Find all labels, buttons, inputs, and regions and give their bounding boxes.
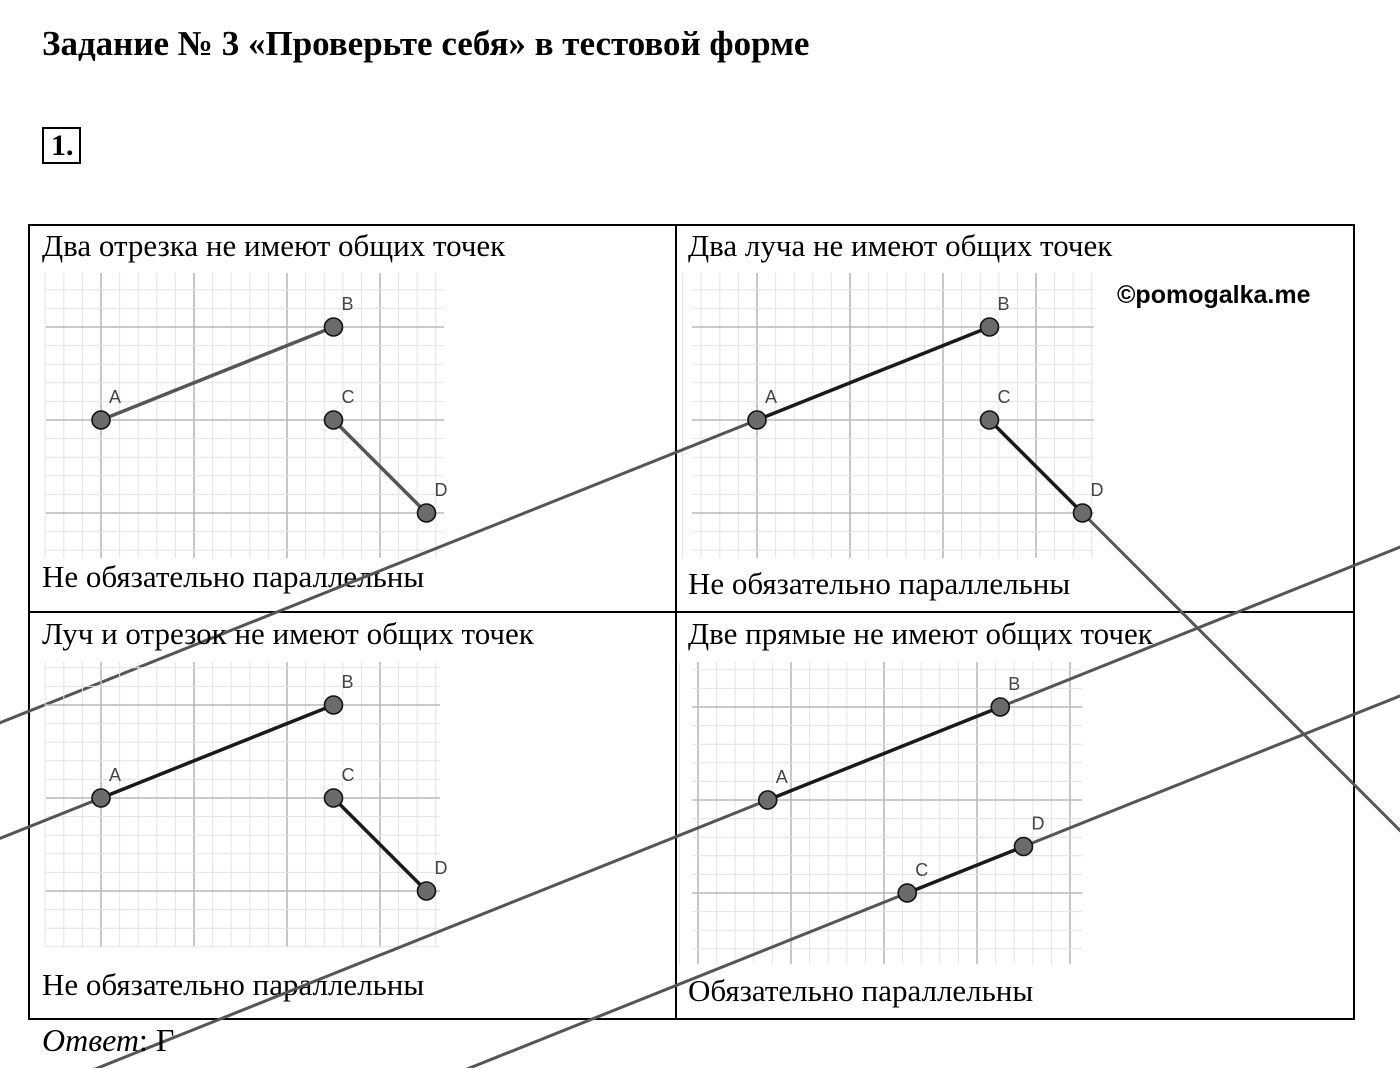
point-label-B: B [341, 294, 354, 314]
segment-BA [101, 705, 334, 798]
answer-value: : Г [139, 1022, 175, 1058]
point-label-C: C [341, 765, 355, 785]
point-label-A: A [109, 765, 122, 785]
cell-1-title: Два отрезка не имеют общих точек [42, 228, 506, 263]
point-label-B: B [997, 294, 1010, 314]
point-C [325, 789, 343, 807]
point-label-D: D [1090, 480, 1104, 500]
point-B [325, 696, 343, 714]
answer-label: Ответ [42, 1022, 139, 1058]
cell-3-conclusion: Не обязательно параллельны [42, 967, 425, 1002]
cell-4-title: Две прямые не имеют общих точек [688, 616, 1153, 651]
point-label-D: D [1031, 813, 1045, 834]
point-A [748, 411, 766, 429]
point-C [325, 411, 343, 429]
point-label-A: A [765, 387, 778, 407]
point-D [418, 504, 436, 522]
cell-2-title: Два луча не имеют общих точек [688, 228, 1113, 263]
point-B [991, 698, 1009, 716]
task-number-box: 1. [42, 127, 81, 164]
page-title: Задание № 3 «Проверьте себя» в тестовой форме [42, 24, 810, 63]
point-label-C: C [341, 387, 355, 407]
point-A [759, 791, 777, 809]
watermark: ©pomogalka.me [1117, 281, 1311, 309]
point-A [92, 789, 110, 807]
answer-table [28, 224, 1355, 1020]
point-A [92, 411, 110, 429]
grid [683, 273, 1094, 558]
ray-BA [0, 705, 334, 1068]
grid [679, 662, 1082, 964]
point-B [325, 318, 343, 336]
segment-AB [101, 327, 334, 420]
point-D [1074, 504, 1092, 522]
cell-2-diagram [692, 273, 1104, 558]
cell-4-diagram [692, 662, 1082, 964]
cell-4-conclusion: Обязательно параллельны [688, 973, 1034, 1008]
point-B [981, 318, 999, 336]
segment-BA [757, 327, 990, 420]
cell-2-conclusion: Не обязательно параллельны [688, 566, 1071, 601]
point-label-D: D [434, 480, 448, 500]
answer [42, 1021, 174, 1059]
point-C [898, 884, 916, 902]
cell-3-title: Луч и отрезок не имеют общих точек [42, 616, 534, 651]
point-C [981, 411, 999, 429]
table-divider-horizontal [30, 611, 1353, 613]
point-label-C: C [997, 387, 1011, 407]
table-divider-vertical [675, 226, 677, 1018]
point-label-A: A [109, 387, 122, 407]
point-label-C: C [915, 860, 929, 880]
cell-1-conclusion: Не обязательно параллельны [42, 559, 425, 594]
point-D [1015, 838, 1033, 856]
point-label-D: D [434, 858, 448, 878]
point-label-B: B [1008, 674, 1021, 694]
point-D [418, 882, 436, 900]
cell-1-diagram [46, 273, 448, 558]
cell-3-diagram [46, 662, 448, 947]
point-label-A: A [775, 767, 788, 787]
point-label-B: B [341, 672, 354, 692]
